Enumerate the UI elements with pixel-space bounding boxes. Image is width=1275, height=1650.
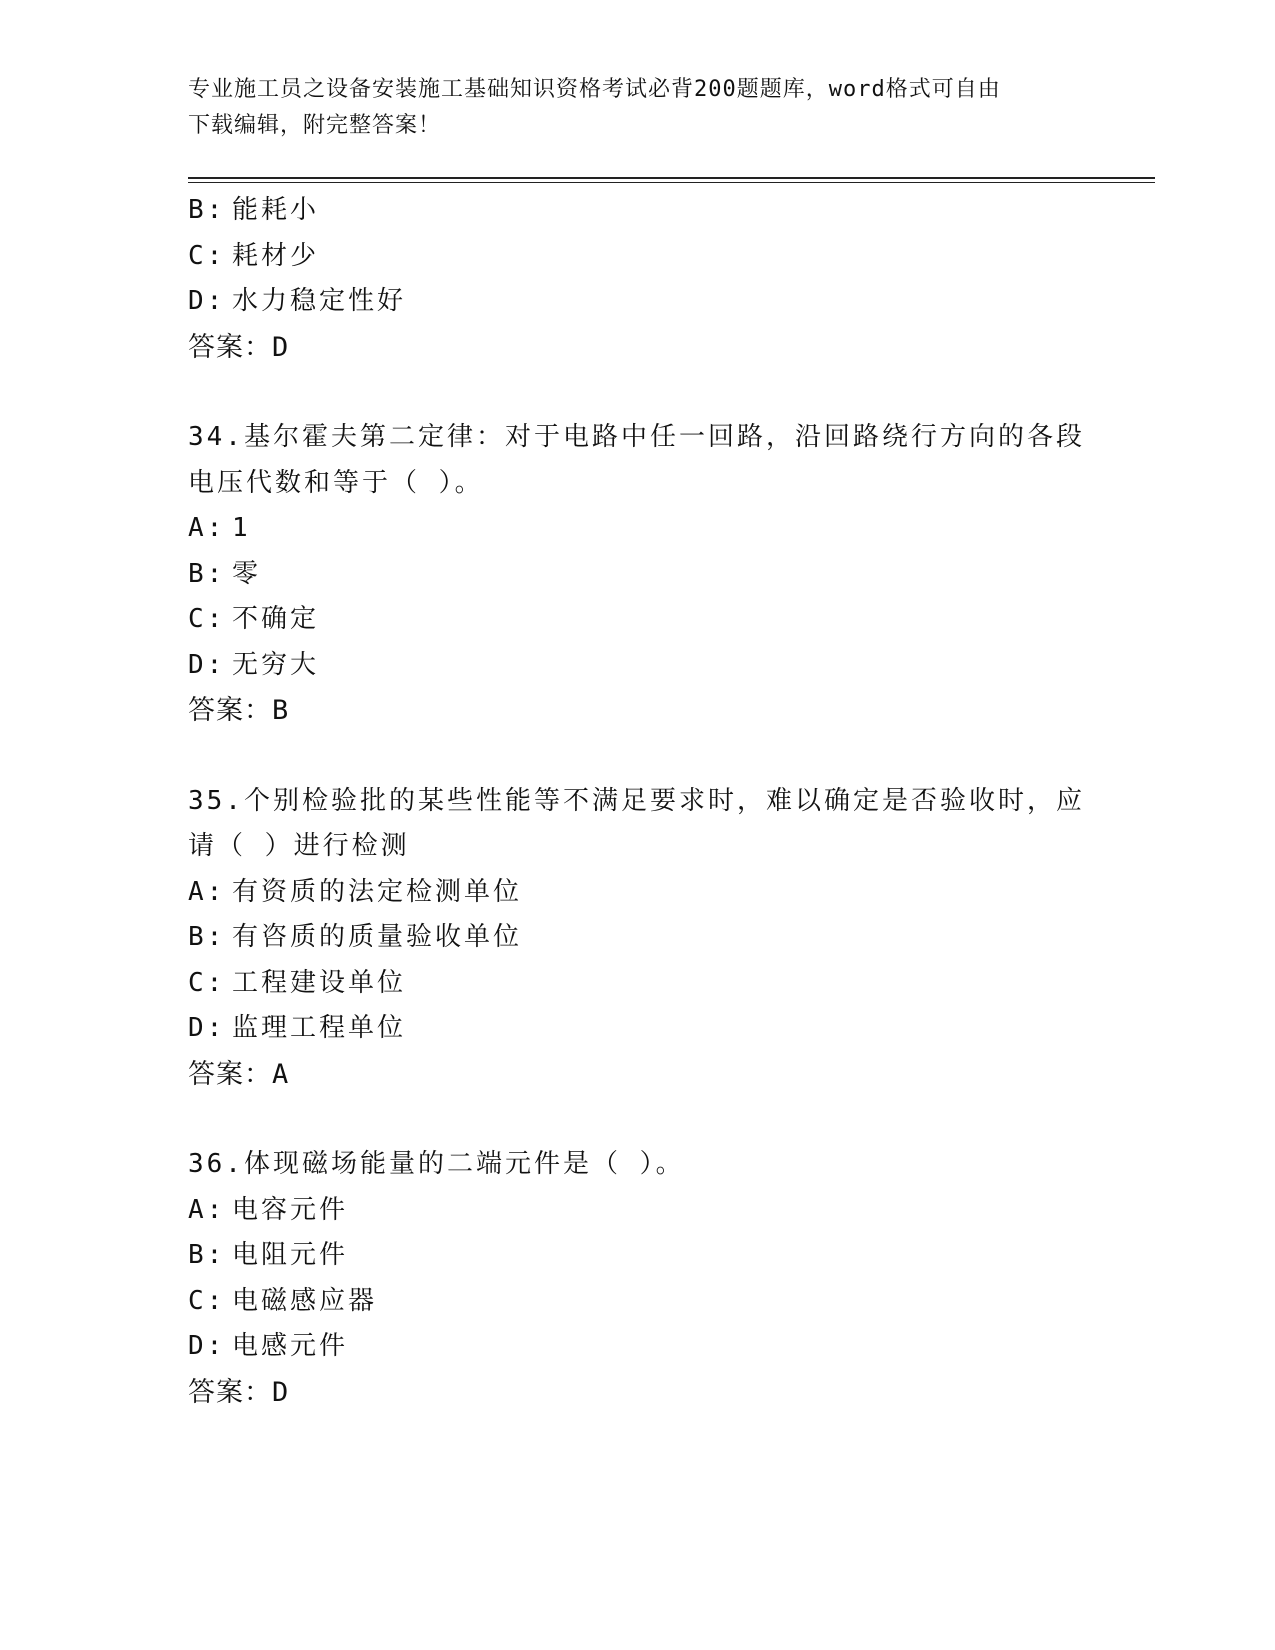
option-c (188, 597, 1088, 643)
option-text: 1 (232, 513, 251, 543)
option-text: 电磁感应器 (232, 1285, 378, 1316)
header-divider-thin (188, 182, 1155, 183)
answer-line: 答案：D (188, 1376, 290, 1408)
option-text: 有咨质的质量验收单位 (232, 922, 523, 952)
option-d (188, 643, 1088, 689)
option-d (188, 1324, 1088, 1370)
option-text: 能耗小 (232, 195, 320, 225)
option-text: 无穷大 (232, 649, 320, 680)
option-text: 监理工程单位 (232, 1013, 407, 1043)
option-a (188, 1188, 1088, 1234)
answer-line: 答案：A (188, 1058, 290, 1090)
option-key: B: (188, 558, 226, 589)
option-key: B: (188, 1240, 226, 1270)
question-block-34 (188, 415, 1088, 734)
header-divider-thick (188, 177, 1155, 179)
option-key: C: (188, 1285, 226, 1316)
spacer (188, 734, 1088, 779)
option-key: D: (188, 1331, 226, 1361)
option-c (188, 234, 1088, 280)
option-d (188, 279, 1088, 325)
option-text: 水力稳定性好 (232, 286, 407, 316)
question-stem-line: 35.个别检验批的某些性能等不满足要求时，难以确定是否验收时，应 (188, 785, 1085, 816)
option-b (188, 1233, 1088, 1279)
question-stem-line: 34.基尔霍夫第二定律：对于电路中任一回路，沿回路绕行方向的各段 (188, 422, 1085, 452)
option-c (188, 1279, 1088, 1325)
option-b (188, 915, 1088, 961)
spacer (188, 1097, 1088, 1142)
option-text: 电感元件 (232, 1331, 349, 1361)
spacer (188, 370, 1088, 415)
answer-line: 答案：D (188, 331, 290, 363)
option-text: 不确定 (232, 604, 320, 634)
question-block-36 (188, 1142, 1088, 1415)
question-stem-line: 电压代数和等于（ ）。 (188, 467, 484, 498)
option-text: 电容元件 (232, 1194, 349, 1225)
option-text: 零 (232, 558, 262, 589)
option-key: D: (188, 649, 226, 680)
option-text: 有资质的法定检测单位 (232, 876, 523, 907)
option-d (188, 1006, 1088, 1052)
option-key: D: (188, 286, 226, 316)
option-key: B: (188, 195, 226, 225)
document-header (188, 72, 1068, 144)
option-key: C: (188, 967, 226, 998)
option-key: D: (188, 1013, 226, 1043)
option-text: 耗材少 (232, 240, 320, 271)
header-line-1: 专业施工员之设备安装施工基础知识资格考试必背200题题库，word格式可自由 (188, 77, 1001, 102)
option-a (188, 506, 1088, 552)
option-key: B: (188, 922, 226, 952)
question-block-35 (188, 779, 1088, 1098)
option-a (188, 870, 1088, 916)
header-line-2: 下载编辑，附完整答案！ (188, 113, 442, 138)
option-key: C: (188, 604, 226, 634)
option-key: A: (188, 1194, 226, 1225)
option-c (188, 961, 1088, 1007)
question-stem-line: 36.体现磁场能量的二端元件是（ ）。 (188, 1149, 685, 1179)
option-text: 电阻元件 (232, 1240, 349, 1270)
question-list (188, 188, 1088, 1415)
option-key: C: (188, 240, 226, 271)
option-text: 工程建设单位 (232, 967, 407, 998)
question-block-33 (188, 188, 1088, 370)
question-stem-line: 请（ ）进行检测 (188, 831, 410, 861)
option-b (188, 188, 1088, 234)
answer-line: 答案：B (188, 695, 290, 726)
option-key: A: (188, 513, 226, 543)
option-b (188, 552, 1088, 598)
option-key: A: (188, 876, 226, 907)
